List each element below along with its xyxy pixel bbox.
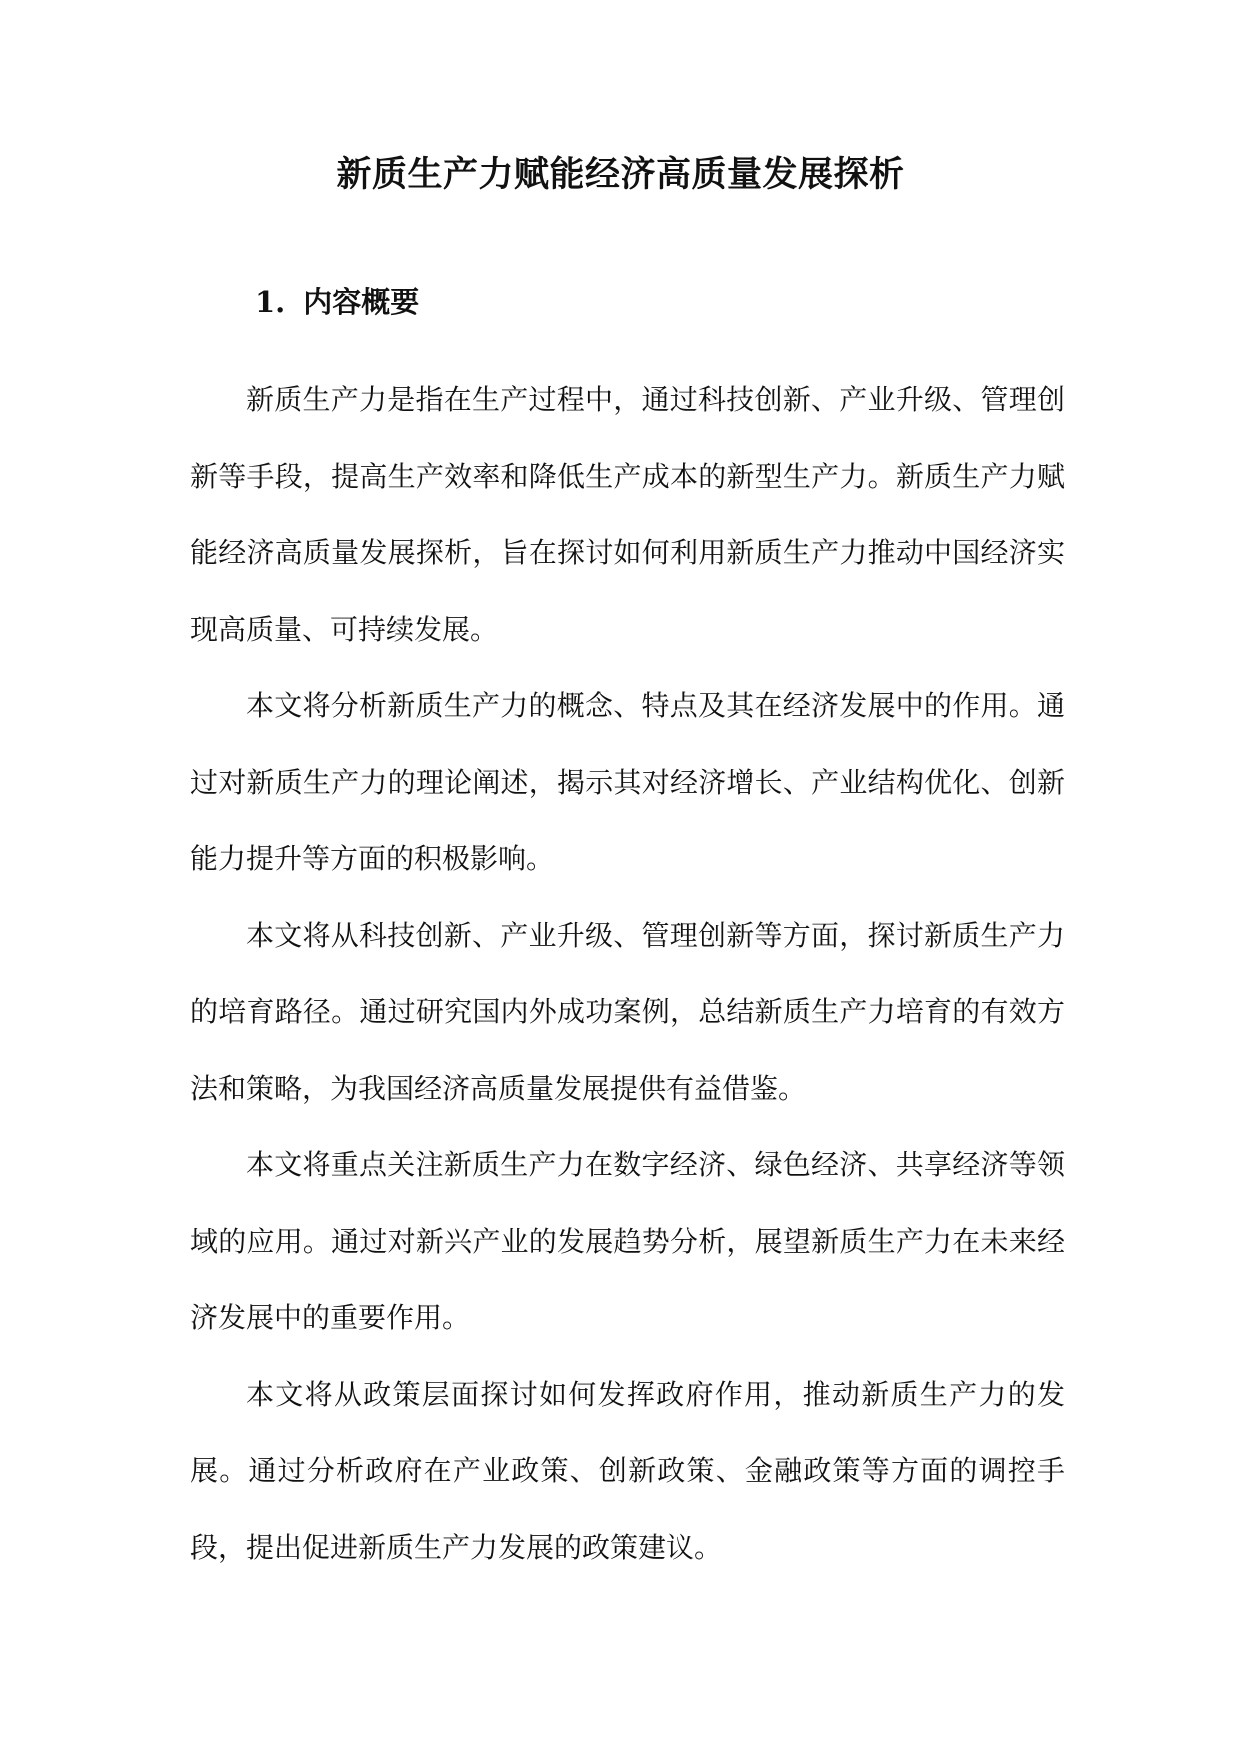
section-number: 1. [255, 285, 286, 319]
paragraph: 本文将重点关注新质生产力在数字经济、绿色经济、共享经济等领域的应用。通过对新兴产业的发展趋势分析，展望新质生产力在未来经济发展中的重要作用。 [190, 1148, 1065, 1334]
section-title: 内容概要 [303, 285, 420, 319]
paragraph: 本文将从科技创新、产业升级、管理创新等方面，探讨新质生产力的培育路径。通过研究国内外成功案例，总结新质生产力培育的有效方法和策略，为我国经济高质量发展提供有益借鉴。 [190, 918, 1065, 1105]
section-heading [255, 280, 419, 324]
paragraph: 新质生产力是指在生产过程中，通过科技创新、产业升级、管理创新等手段，提高生产效率和降低生产成本的新型生产力。新质生产力赋能经济高质量发展探析，旨在探讨如何利用新质生产力推动中国经济实现高质量、可持续发展。 [190, 383, 1065, 646]
document-title: 新质生产力赋能经济高质量发展探析 [336, 154, 905, 195]
paragraph: 本文将分析新质生产力的概念、特点及其在经济发展中的作用。通过对新质生产力的理论阐述，揭示其对经济增长、产业结构优化、创新能力提升等方面的积极影响。 [190, 689, 1065, 875]
section-body [190, 362, 1065, 1586]
paragraph: 本文将从政策层面探讨如何发挥政府作用，推动新质生产力的发展。通过分析政府在产业政策、创新政策、金融政策等方面的调控手段，提出促进新质生产力发展的政策建议。 [190, 1377, 1065, 1564]
